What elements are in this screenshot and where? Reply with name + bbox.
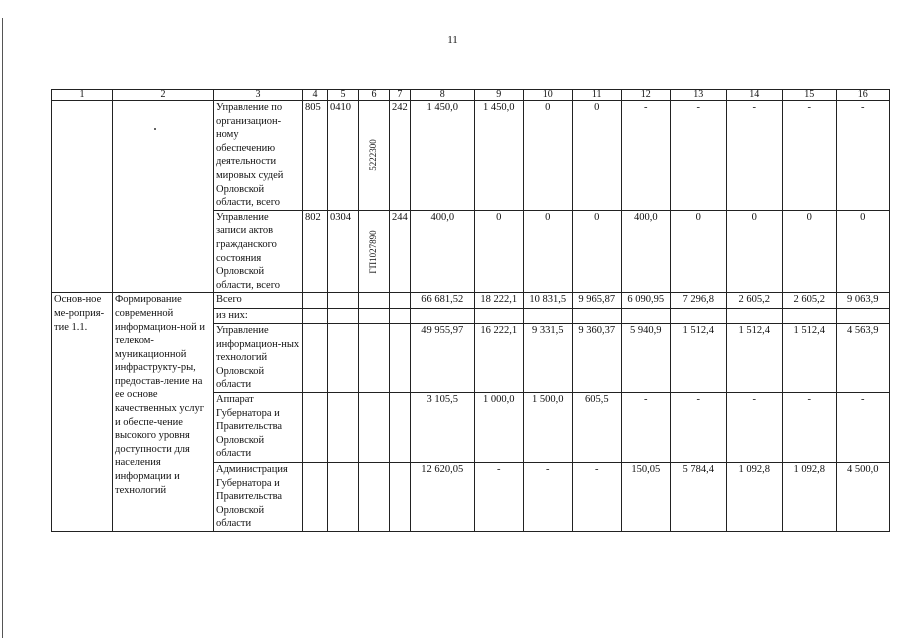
- value-cell: 0: [726, 210, 782, 293]
- value-cell: 150,05: [621, 462, 670, 531]
- value-cell: 1 512,4: [782, 323, 836, 392]
- value-cell: 0: [523, 101, 572, 211]
- header-cell: 7: [390, 90, 411, 101]
- value-cell: -: [782, 392, 836, 462]
- value-cell: 4 563,9: [836, 323, 889, 392]
- page-number: 11: [447, 34, 458, 46]
- value-cell: 10 831,5: [523, 293, 572, 309]
- empty-cell: [359, 309, 390, 324]
- recipient-name: Аппарат Губернатора и Правительства Орловской области: [214, 392, 303, 462]
- empty-cell: [303, 293, 328, 309]
- recipient-name: Администрация Губернатора и Правительства Орловской области: [214, 462, 303, 531]
- header-cell: 1: [52, 90, 113, 101]
- value-cell: 1 450,0: [410, 101, 474, 211]
- code-cell: 0304: [328, 210, 359, 293]
- empty-cell: [113, 101, 214, 293]
- recipient-name: Управление по организацион-ному обеспечению деятельности мировых судей Орловской области, всего: [214, 101, 303, 211]
- value-cell: 1 512,4: [670, 323, 726, 392]
- value-cell: -: [836, 101, 889, 211]
- header-cell: 4: [303, 90, 328, 101]
- rotated-code: 5222300: [368, 139, 379, 172]
- budget-table: [51, 89, 890, 532]
- header-cell: 6: [359, 90, 390, 101]
- empty-cell: [328, 309, 359, 324]
- header-cell: 11: [572, 90, 621, 101]
- recipient-name: Управление записи актов гражданского состояния Орловской области, всего: [214, 210, 303, 293]
- value-cell: [782, 309, 836, 324]
- value-cell: 5 784,4: [670, 462, 726, 531]
- header-cell: 14: [726, 90, 782, 101]
- value-cell: [726, 309, 782, 324]
- empty-cell: [303, 462, 328, 531]
- empty-cell: [303, 309, 328, 324]
- value-cell: -: [836, 392, 889, 462]
- header-cell: 15: [782, 90, 836, 101]
- value-cell: 605,5: [572, 392, 621, 462]
- value-cell: 5 940,9: [621, 323, 670, 392]
- empty-cell: [390, 309, 411, 324]
- empty-cell: [359, 293, 390, 309]
- value-cell: 6 090,95: [621, 293, 670, 309]
- measure-label: Основ-ное ме-роприя-тие 1.1.: [52, 293, 113, 532]
- value-cell: 1 512,4: [726, 323, 782, 392]
- value-cell: 2 605,2: [726, 293, 782, 309]
- value-cell: [572, 309, 621, 324]
- value-cell: [670, 309, 726, 324]
- code-cell: 802: [303, 210, 328, 293]
- empty-cell: [303, 323, 328, 392]
- value-cell: 12 620,05: [410, 462, 474, 531]
- empty-cell: [52, 101, 113, 293]
- recipient-name: из них:: [214, 309, 303, 324]
- header-cell: 13: [670, 90, 726, 101]
- code-cell: 244: [390, 210, 411, 293]
- header-cell: 16: [836, 90, 889, 101]
- header-row: [52, 90, 890, 101]
- value-cell: -: [621, 101, 670, 211]
- header-cell: 9: [474, 90, 523, 101]
- value-cell: 0: [474, 210, 523, 293]
- value-cell: -: [670, 101, 726, 211]
- recipient-name: Всего: [214, 293, 303, 309]
- value-cell: [836, 309, 889, 324]
- empty-cell: [390, 392, 411, 462]
- code-cell-rotated: [359, 210, 390, 293]
- value-cell: 2 605,2: [782, 293, 836, 309]
- value-cell: 3 105,5: [410, 392, 474, 462]
- value-cell: 1 500,0: [523, 392, 572, 462]
- empty-cell: [359, 323, 390, 392]
- value-cell: 4 500,0: [836, 462, 889, 531]
- code-cell: 242: [390, 101, 411, 211]
- value-cell: 1 092,8: [726, 462, 782, 531]
- value-cell: -: [726, 101, 782, 211]
- value-cell: -: [474, 462, 523, 531]
- value-cell: [410, 309, 474, 324]
- page-left-edge: [2, 18, 3, 638]
- empty-cell: [390, 323, 411, 392]
- empty-cell: [359, 392, 390, 462]
- value-cell: 9 360,37: [572, 323, 621, 392]
- value-cell: 0: [670, 210, 726, 293]
- value-cell: 49 955,97: [410, 323, 474, 392]
- value-cell: 9 063,9: [836, 293, 889, 309]
- code-cell-rotated: [359, 101, 390, 211]
- value-cell: 0: [836, 210, 889, 293]
- value-cell: [621, 309, 670, 324]
- table-row: [52, 101, 890, 211]
- empty-cell: [303, 392, 328, 462]
- value-cell: -: [726, 392, 782, 462]
- empty-cell: [328, 323, 359, 392]
- value-cell: 400,0: [410, 210, 474, 293]
- value-cell: -: [670, 392, 726, 462]
- header-cell: 12: [621, 90, 670, 101]
- value-cell: -: [523, 462, 572, 531]
- value-cell: 0: [523, 210, 572, 293]
- empty-cell: [390, 462, 411, 531]
- value-cell: 66 681,52: [410, 293, 474, 309]
- recipient-name: Управление информацион-ных технологий Орловской области: [214, 323, 303, 392]
- value-cell: 0: [572, 101, 621, 211]
- value-cell: 9 965,87: [572, 293, 621, 309]
- value-cell: 400,0: [621, 210, 670, 293]
- empty-cell: [328, 462, 359, 531]
- value-cell: 16 222,1: [474, 323, 523, 392]
- code-cell: 0410: [328, 101, 359, 211]
- empty-cell: [359, 462, 390, 531]
- value-cell: 1 450,0: [474, 101, 523, 211]
- value-cell: 7 296,8: [670, 293, 726, 309]
- value-cell: 1 092,8: [782, 462, 836, 531]
- value-cell: 9 331,5: [523, 323, 572, 392]
- rotated-code: ГП1027890: [368, 229, 379, 274]
- header-cell: 10: [523, 90, 572, 101]
- value-cell: 0: [572, 210, 621, 293]
- value-cell: -: [572, 462, 621, 531]
- value-cell: [523, 309, 572, 324]
- header-cell: 5: [328, 90, 359, 101]
- value-cell: 1 000,0: [474, 392, 523, 462]
- value-cell: -: [782, 101, 836, 211]
- header-cell: 8: [410, 90, 474, 101]
- code-cell: 805: [303, 101, 328, 211]
- empty-cell: [328, 392, 359, 462]
- value-cell: 18 222,1: [474, 293, 523, 309]
- value-cell: [474, 309, 523, 324]
- empty-cell: [328, 293, 359, 309]
- measure-description: Формирование современной информацион-ной и телеком-муникационной инфраструкту-ры, предостав-ление на ее основе качественных услуг и обеспе-чение высокого уровня доступности для населения информации и технологий: [113, 293, 214, 532]
- table-row: [52, 293, 890, 309]
- header-cell: 2: [113, 90, 214, 101]
- empty-cell: [390, 293, 411, 309]
- value-cell: 0: [782, 210, 836, 293]
- value-cell: -: [621, 392, 670, 462]
- header-cell: 3: [214, 90, 303, 101]
